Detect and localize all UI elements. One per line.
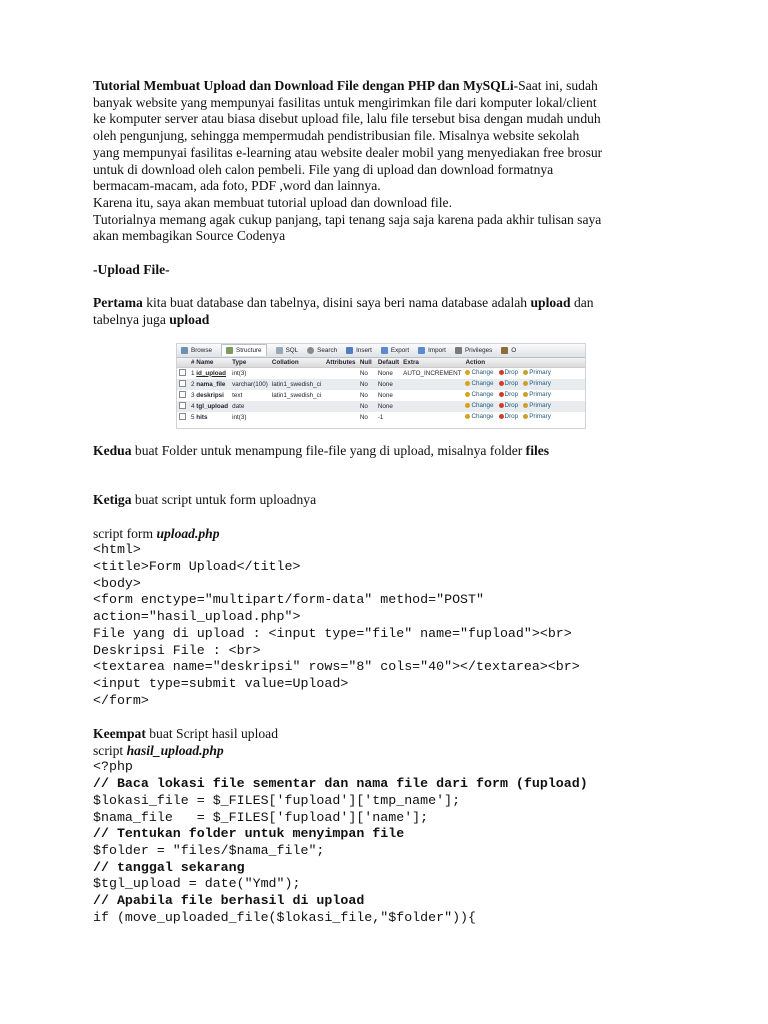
tab-operations[interactable]: O: [501, 347, 516, 354]
table-header-row: [177, 358, 585, 368]
drop-icon: [499, 381, 504, 386]
section-heading-upload: -Upload File-: [93, 261, 170, 277]
table-cell: [324, 367, 358, 379]
structure-table: [177, 358, 585, 423]
intro-line: banyak website yang mempunyai fasilitas untuk mengirimkan file dari komputer lokal/client: [93, 94, 597, 110]
action-cell: [463, 412, 585, 423]
intro-line: Karena itu, saya akan membuat tutorial upload dan download file.: [93, 194, 452, 210]
step-label: Kedua: [93, 442, 132, 458]
table-row: [177, 367, 585, 379]
intro-line: -Saat ini, sudah: [513, 78, 598, 93]
column-name-cell: 1 id_upload: [189, 367, 230, 379]
intro-line: ke komputer server atau biasa disebut upload file, lalu file tersebut bisa dengan mudah unduh: [93, 111, 601, 127]
table-row: [177, 390, 585, 401]
table-row: [177, 379, 585, 390]
action-change-link[interactable]: Change: [465, 369, 493, 376]
primary-icon: [523, 392, 528, 397]
table-cell: None: [376, 401, 401, 412]
drop-icon: [499, 392, 504, 397]
primary-icon: [523, 403, 528, 408]
script-label: script form upload.php: [93, 525, 220, 541]
table-cell: AUTO_INCREMENT: [401, 367, 463, 379]
action-cell: [463, 367, 585, 379]
action-change-link[interactable]: Change: [465, 380, 493, 387]
code-block-upload-form: [93, 542, 683, 709]
action-primary-link[interactable]: Primary: [523, 380, 551, 387]
action-drop-link[interactable]: Drop: [499, 380, 519, 387]
table-cell: int(3): [230, 412, 270, 423]
table-cell: None: [376, 390, 401, 401]
row-checkbox[interactable]: [179, 402, 186, 409]
ketiga-paragraph: Ketiga buat script untuk form uploadnya: [93, 492, 317, 508]
table-cell: No: [358, 401, 376, 412]
tab-structure[interactable]: Structure: [221, 344, 267, 356]
tab-privileges[interactable]: Privileges: [455, 347, 492, 354]
column-header: Attributes: [324, 358, 358, 368]
intro-line: bermacam-macam, ada foto, PDF ,word dan lainnya.: [93, 178, 381, 194]
change-icon: [465, 370, 470, 375]
row-checkbox[interactable]: [179, 380, 186, 387]
pma-tab-bar: [177, 344, 585, 358]
action-drop-link[interactable]: Drop: [499, 402, 519, 409]
intro-line: Tutorialnya memang agak cukup panjang, tapi tenang saja saja karena pada akhir tulisan saya: [93, 211, 602, 227]
table-cell: latin1_swedish_ci: [270, 379, 324, 390]
action-drop-link[interactable]: Drop: [499, 369, 519, 376]
code-line: <?php: [93, 759, 133, 775]
tab-sql[interactable]: SQL: [276, 347, 299, 354]
step-label: Keempat: [93, 726, 146, 742]
table-cell: [324, 379, 358, 390]
action-primary-link[interactable]: Primary: [523, 402, 551, 409]
table-cell: latin1_swedish_ci: [270, 390, 324, 401]
table-cell: [324, 412, 358, 423]
code-line: Deskripsi File : <br>: [93, 642, 261, 658]
column-header: Type: [230, 358, 270, 368]
action-cell: [463, 401, 585, 412]
pertama-paragraph: Pertama kita buat database dan tabelnya, disini saya beri nama database adalah upload dan: [93, 295, 594, 311]
column-name-cell: 4 tgl_upload: [191, 402, 229, 410]
change-icon: [465, 403, 470, 408]
code-comment-line: // Baca lokasi file sementar dan nama file dari form (fupload): [93, 776, 588, 792]
intro-line: oleh pengunjung, sehingga mempermudah pendistribusian file. Misalnya website sekolah: [93, 128, 580, 144]
table-cell: [270, 401, 324, 412]
action-cell: [463, 379, 585, 390]
action-primary-link[interactable]: Primary: [523, 369, 551, 376]
column-header: Default: [377, 358, 400, 366]
table-cell: [401, 390, 463, 401]
column-header: # Name: [189, 358, 230, 368]
intro-line: akan membagikan Source Codenya: [93, 228, 286, 244]
table-cell: No: [358, 379, 376, 390]
export-icon: [381, 347, 388, 354]
column-name-cell: 5 hits: [189, 412, 230, 423]
table-cell: date: [230, 401, 270, 412]
column-header: Collation: [270, 358, 324, 368]
pertama-paragraph-line2: tabelnya juga upload: [93, 311, 210, 327]
code-line: $lokasi_file = $_FILES['fupload']['tmp_name'];: [93, 792, 461, 808]
step-label: Ketiga: [93, 492, 132, 508]
script-label: script hasil_upload.php: [93, 742, 224, 758]
code-line: File yang di upload : <input type="file" name="fupload"><br>: [93, 625, 572, 641]
tab-import[interactable]: Import: [418, 347, 446, 354]
column-header: Null: [358, 358, 376, 368]
table-cell: varchar(100): [232, 380, 268, 388]
structure-icon: [226, 347, 233, 354]
change-icon: [465, 381, 470, 386]
table-cell: -1: [376, 412, 401, 423]
code-line: <body>: [93, 575, 141, 591]
table-cell: [324, 401, 358, 412]
drop-icon: [499, 403, 504, 408]
code-line: <title>Form Upload</title>: [93, 559, 301, 575]
primary-icon: [523, 414, 528, 419]
table-cell: [270, 367, 324, 379]
table-cell: [270, 412, 324, 423]
code-comment-line: // tanggal sekarang: [93, 859, 245, 875]
step-label: Pertama: [93, 295, 143, 311]
column-header: Action: [463, 358, 585, 368]
table-cell: [324, 390, 358, 401]
tab-export[interactable]: Export: [381, 347, 409, 354]
tab-search[interactable]: Search: [307, 347, 337, 354]
drop-icon: [499, 370, 504, 375]
intro-line: yang mempunyai fasilitas e-learning atau website dealer mobil yang menyediakan free brosur: [93, 144, 603, 160]
change-icon: [465, 414, 470, 419]
row-checkbox[interactable]: [179, 369, 186, 376]
database-name: upload: [530, 295, 571, 311]
code-line: <html>: [93, 542, 141, 558]
code-line: if (move_uploaded_file($lokasi_file,"$folder")){: [93, 909, 477, 925]
table-cell: No: [358, 390, 376, 401]
tab-insert[interactable]: Insert: [346, 347, 372, 354]
code-line: $tgl_upload = date("Ymd");: [93, 876, 301, 892]
code-line: <textarea name="deskripsi" rows="8" cols="40"></textarea><br>: [93, 659, 580, 675]
article-title: Tutorial Membuat Upload dan Download File dengan PHP dan MySQLi: [93, 78, 514, 93]
sql-icon: [276, 347, 283, 354]
operations-icon: [501, 347, 508, 354]
action-drop-link[interactable]: Drop: [499, 391, 519, 398]
table-cell: [401, 379, 463, 390]
change-icon: [465, 392, 470, 397]
import-icon: [418, 347, 425, 354]
column-name-cell: 3 deskripsi: [189, 390, 230, 401]
table-cell: No: [358, 412, 376, 423]
kedua-paragraph: Kedua buat Folder untuk menampung file-file yang di upload, misalnya folder files: [93, 442, 550, 458]
document-page: [93, 78, 683, 926]
primary-icon: [523, 370, 528, 375]
script-filename: hasil_upload.php: [126, 742, 224, 758]
table-cell: [401, 401, 463, 412]
code-comment-line: // Tentukan folder untuk menyimpan file: [93, 826, 405, 842]
insert-icon: [346, 347, 353, 354]
search-icon: [307, 347, 314, 354]
phpmyadmin-structure-screenshot: [176, 343, 586, 429]
drop-icon: [499, 414, 504, 419]
action-change-link[interactable]: Change: [465, 413, 493, 420]
table-cell: int(3): [230, 367, 270, 379]
code-line: $nama_file = $_FILES['fupload']['name'];: [93, 809, 429, 825]
row-checkbox[interactable]: [179, 391, 186, 398]
intro-line: untuk di download oleh calon pembeli. File yang di upload dan download formatnya: [93, 161, 554, 177]
keempat-paragraph: Keempat buat Script hasil upload: [93, 726, 279, 742]
folder-name: files: [525, 442, 550, 458]
code-line: <input type=submit value=Upload>: [93, 675, 349, 691]
code-line: $folder = "files/$nama_file";: [93, 842, 325, 858]
code-line: action="hasil_upload.php">: [93, 609, 301, 625]
row-checkbox[interactable]: [179, 413, 186, 420]
column-header: Extra: [401, 358, 463, 368]
table-cell: [401, 412, 463, 423]
table-cell: text: [230, 390, 270, 401]
code-block-hasil-upload: [93, 759, 683, 926]
table-cell: No: [358, 367, 376, 379]
action-primary-link[interactable]: Primary: [523, 391, 551, 398]
table-cell: None: [376, 367, 401, 379]
table-row: [177, 401, 585, 412]
script-filename: upload.php: [156, 525, 220, 541]
code-line: <form enctype="multipart/form-data" method="POST": [93, 592, 484, 608]
primary-icon: [523, 381, 528, 386]
table-row: [177, 412, 585, 423]
action-change-link[interactable]: Change: [465, 391, 493, 398]
action-cell: [463, 390, 585, 401]
intro-paragraph: [93, 78, 683, 95]
browse-icon: [181, 347, 188, 354]
code-comment-line: // Apabila file berhasil di upload: [93, 893, 365, 909]
table-cell: None: [376, 379, 401, 390]
tab-browse[interactable]: Browse: [181, 347, 212, 354]
action-drop-link[interactable]: Drop: [499, 413, 519, 420]
privileges-icon: [455, 347, 462, 354]
table-name: upload: [169, 311, 210, 327]
action-change-link[interactable]: Change: [465, 402, 493, 409]
column-name-cell: 2 nama_file: [189, 379, 230, 390]
action-primary-link[interactable]: Primary: [523, 413, 551, 420]
code-line: </form>: [93, 692, 149, 708]
